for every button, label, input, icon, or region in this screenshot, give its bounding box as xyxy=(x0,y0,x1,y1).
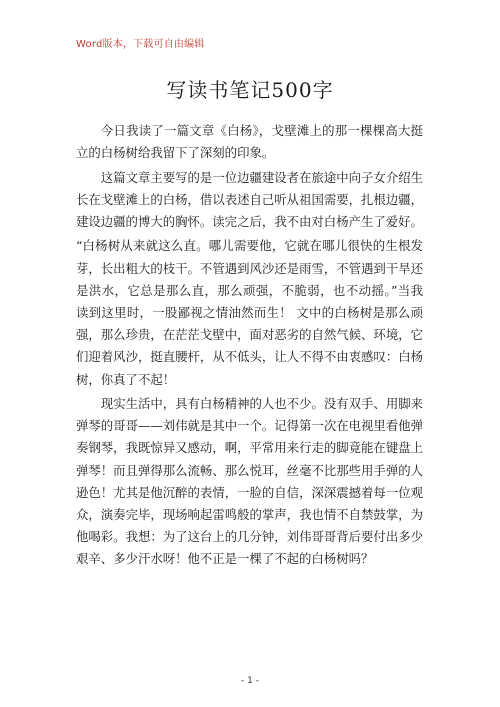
document-title: 写读书笔记500字 xyxy=(166,78,334,102)
page-number: - 1 - xyxy=(241,676,259,686)
document-body xyxy=(76,120,423,573)
download-note: Word版本，下载可自由编辑 xyxy=(76,39,205,50)
paragraph-1: 今日我读了一篇文章《白杨》，戈壁滩上的那一棵棵高大挺立的白杨树给我留下了深刻的印象。 xyxy=(76,123,423,161)
paragraph-4: 现实生活中，具有白杨精神的人也不少。没有双手、用脚来弹琴的哥哥——刘伟就是其中一个。记得第一次在电视里看他弹奏钢琴，我既惊异又感动，啊，平常用来行走的脚竟能在键盘上弹琴！而且弹得那么流畅、那么悦耳，丝毫不比那些用手弹的人逊色！尤其是他沉醉的表情，一脸的自信，深深震撼着每一位观众，演奏完毕，现场响起雷鸣般的掌声，我也情不自禁鼓掌，为他喝彩。我想：为了这台上的几分钟，刘伟哥哥背后要付出多少艰辛、多少汗水呀！他不正是一棵了不起的白杨树吗？ xyxy=(76,396,423,567)
paragraph-2: 这篇文章主要写的是一位边疆建设者在旅途中向子女介绍生长在戈壁滩上的白杨，借以表述自己听从祖国需要，扎根边疆，建设边疆的博大的胸怀。读完之后，我不由对白杨产生了爱好。 xyxy=(76,169,423,229)
paragraph-3: “白杨树从来就这么直。哪儿需要他，它就在哪儿很快的生根发芽，长出粗大的枝干。不管遇到风沙还是雨雪，不管遇到干旱还是洪水，它总是那么直，那么顽强，不脆弱，也不动摇。”当我读到这里时，一股鄙视之情油然而生！ 文中的白杨树是那么顽强，那么珍贵，在茫茫戈壁中，面对恶劣的自然气候、环境，它们迎着风沙，挺直腰杆，从不低头，让人不得不由衷感叹：白杨树，你真了不起！ xyxy=(76,238,423,387)
